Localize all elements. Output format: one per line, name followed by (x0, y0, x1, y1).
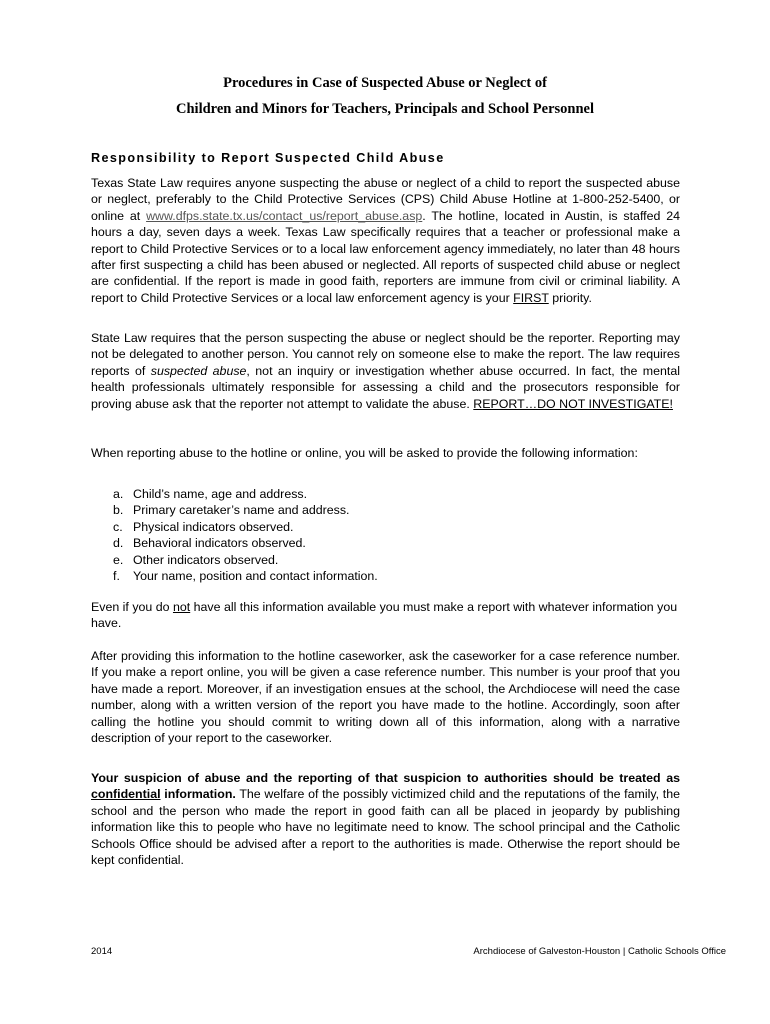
paragraph-reporter-duty (91, 330, 680, 412)
list-item: f. Your name, position and contact information. (113, 569, 378, 584)
paragraph-confidentiality: Your suspicion of abuse and the reporting of that suspicion to authorities should be treated as confidential information. The welfare of the possibly victimized child and the reputations of the family, the school and the person who made the report in good faith can all be placed in jeopardy by publishing information like this to people who have no legitimate need to know. The school principal and the Catholic Schools Office should be advised after a report to the authorities is made. Otherwise the report should be kept confidential. (91, 771, 681, 868)
p2-text-b: , not an inquiry or investigation whether abuse occurred. In fact, the mental health professionals ultimately responsible for assessing a child and the prosecutors responsible for proving abuse ask that the reporter not attempt to validate the abuse. (91, 363, 680, 411)
list-item: d. Behavioral indicators observed. (113, 536, 306, 551)
report-do-not-investigate-text: REPORT…DO NOT INVESTIGATE! (473, 396, 673, 411)
information-list (113, 486, 378, 584)
title-line-1: Procedures in Case of Suspected Abuse or Neglect of (223, 75, 547, 91)
footer-organization: Archdiocese of Galveston-Houston | Catholic Schools Office (473, 946, 726, 957)
paragraph-incomplete-info: Even if you do not have all this information available you must make a report with whatever information you have. (91, 600, 678, 631)
list-item: a. Child’s name, age and address. (113, 487, 308, 501)
report-abuse-link[interactable]: www.dfps.state.tx.us/contact_us/report_abuse.asp (146, 208, 423, 223)
p1-text-c: priority. (548, 290, 592, 305)
p1-text-b: . The hotline, located in Austin, is staffed 24 hours a day, seven days a week. Texas Law specifically requires that a teacher or professional make a report to Child Protective Services or to a local law enforcement agency immediately, no later than 48 hours after first suspecting a child has been abused or neglected. All reports of suspected child abuse or neglect are confidential. If the report is made in good faith, reporters are immune from civil or criminal liability. A report to Child Protective Services or a local law enforcement agency is your (91, 208, 681, 305)
paragraph-case-number: After providing this information to the hotline caseworker, ask the caseworker for a case reference number. If you make a report online, you will be given a case reference number. This number is your proof that you have made a report. Moreover, if an investigation ensues at the school, the Archdiocese will need the case number, along with a written version of the report you have made to the hotline. Accordingly, soon after calling the hotline you should commit to writing down all of this information, along with a narrative description of your report to the caseworker. (91, 649, 680, 746)
list-item: b. Primary caretaker’s name and address. (113, 503, 350, 518)
paragraph-law-requirement (91, 175, 680, 306)
section-heading: Responsibility to Report Suspected Child Abuse (91, 151, 445, 165)
first-priority-text: FIRST (513, 290, 549, 305)
list-item: c. Physical indicators observed. (113, 519, 294, 534)
suspected-abuse-text: suspected abuse (150, 363, 247, 378)
confidential-text: confidential (91, 787, 161, 802)
footer-year: 2014 (91, 946, 113, 957)
p2-text-a: State Law requires that the person suspecting the abuse or neglect should be the reporter. Reporting may not be delegated to another person. You cannot rely on someone else to make the report. The law requires reports of (91, 331, 680, 378)
title-line-2: Children and Minors for Teachers, Principals and School Personnel (176, 101, 594, 117)
paragraph-information-intro: When reporting abuse to the hotline or online, you will be asked to provide the following information: (91, 446, 638, 460)
p1-text-a: Texas State Law requires anyone suspecting the abuse or neglect of a child to report the suspected abuse or neglect, preferably to the Child Protective Services (CPS) Child Abuse Hotline at 1-800-252-5400, or online at (91, 176, 680, 223)
list-item: e. Other indicators observed. (113, 552, 279, 567)
not-text: not (172, 600, 191, 614)
